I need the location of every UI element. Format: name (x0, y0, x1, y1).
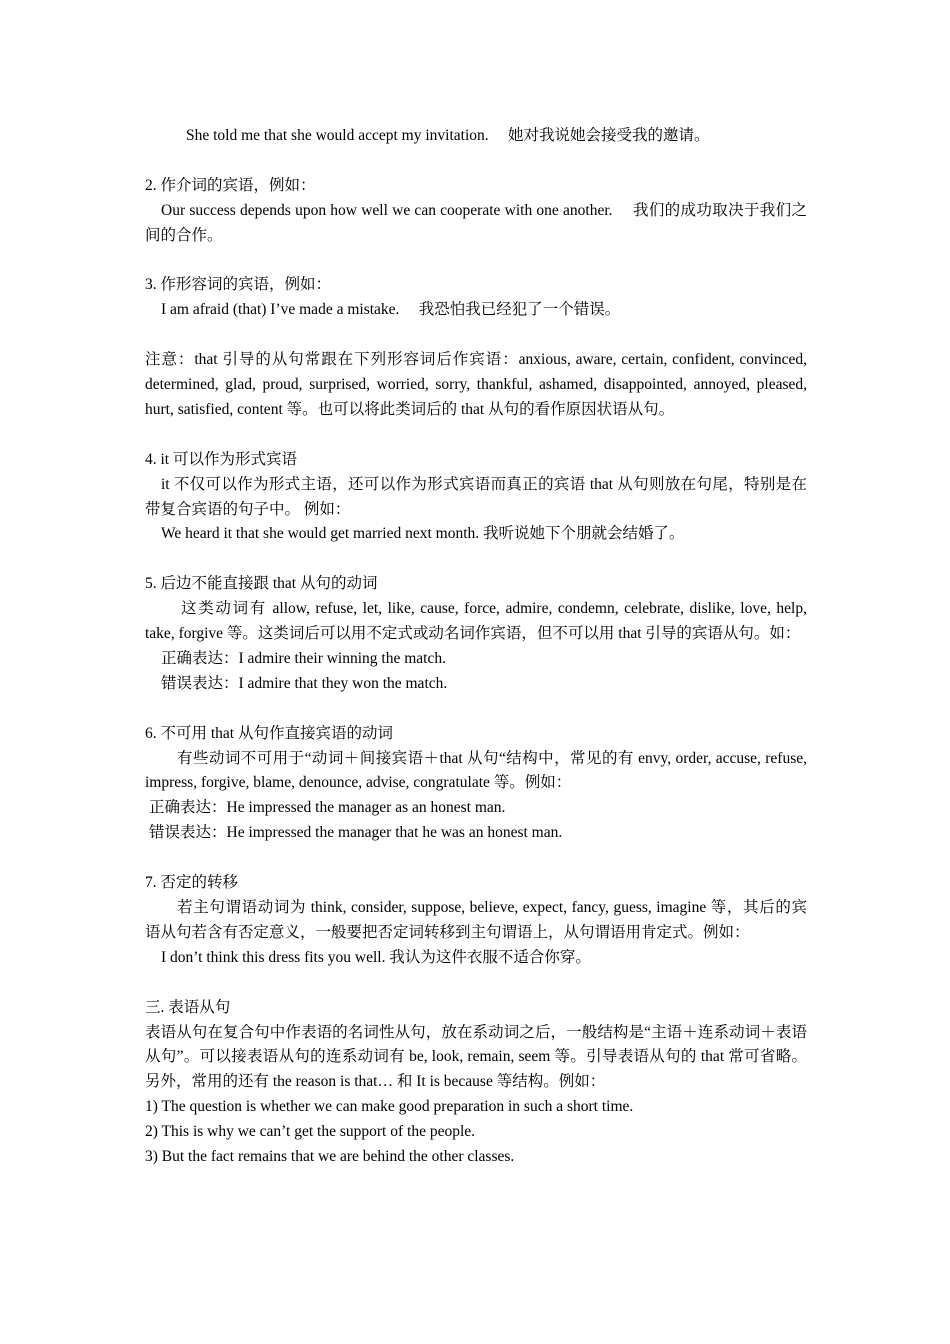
predicative-example-1: 1) The question is whether we can make good preparation in such a short time. (145, 1098, 634, 1116)
section-heading-predicative-clause: 三. 表语从句 (145, 998, 231, 1016)
example-sentence-section-3: I am afraid (that) I’ve made a mistake. 我恐怕我已经犯了一个错误。 (161, 301, 621, 319)
section-heading-7: 7. 否定的转移 (145, 874, 239, 892)
example-sentence-accept-invitation: She told me that she would accept my invitation. 她对我说她会接受我的邀请。 (186, 127, 710, 144)
predicative-example-2: 2) This is why we can’t get the support of the people. (145, 1123, 476, 1141)
spacer (145, 423, 807, 448)
spacer (145, 149, 807, 174)
section-6-wrong-example: 错误表达：He impressed the manager that he was an honest man. (149, 824, 563, 842)
section-heading-3: 3. 作形容词的宾语，例如： (145, 276, 332, 294)
document-body (145, 124, 807, 1170)
predicative-clause-body: 表语从句在复合句中作表语的名词性从句，放在系动词之后，一般结构是“主语＋连系动词＋表语从句”。可以接表语从句的连系动词有 be, look, remain, seem 等。引导表语从句的 that 常可省略。另外，常用的还有 the reason is that… 和 It is because 等结构。例如： (145, 1023, 807, 1091)
spacer (145, 971, 807, 996)
section-heading-4: 4. it 可以作为形式宾语 (145, 450, 297, 468)
section-5-correct-example: 正确表达：I admire their winning the match. (161, 649, 446, 667)
predicative-example-3: 3) But the fact remains that we are behind the other classes. (145, 1148, 515, 1166)
section-6-correct-example: 正确表达：He impressed the manager as an honest man. (149, 799, 506, 817)
spacer (145, 547, 807, 572)
example-sentence-section-7: I don’t think this dress fits you well. 我认为这件衣服不适合你穿。 (161, 948, 591, 966)
note-paragraph: 注意：that 引导的从句常跟在下列形容词后作宾语：anxious, aware, certain, confident, convinced, determined, glad, proud, surprised, worried, sorry, thankful, ashamed, disappointed, annoyed, pleased, hurt, satisfied, content 等。也可以将此类词后的 that 从句的看作原因状语从句。 (145, 351, 807, 418)
section-5-body: 这类动词有 allow, refuse, let, like, cause, force, admire, condemn, celebrate, dislike, love, help, take, forgive 等。这类词后可以用不定式或动名词作宾语，但不可以用 that 引导的宾语从句。如： (145, 600, 807, 643)
section-heading-5: 5. 后边不能直接跟 that 从句的动词 (145, 575, 378, 593)
section-5-wrong-example: 错误表达：I admire that they won the match. (161, 674, 448, 692)
section-heading-6: 6. 不可用 that 从句作直接宾语的动词 (145, 724, 393, 742)
section-6-body: 有些动词不可用于“动词＋间接宾语＋that 从句“结构中，常见的有 envy, order, accuse, refuse, impress, forgive, blame, denounce, advise, congratulate 等。例如： (145, 749, 807, 792)
section-7-body: 若主句谓语动词为 think, consider, suppose, believe, expect, fancy, guess, imagine 等，其后的宾语从句若含有否定意义，一般要把否定词转移到主句谓语上，从句谓语用肯定式。例如： (145, 898, 807, 941)
example-sentence-section-4: We heard it that she would get married next month. 我听说她下个朋就会结婚了。 (161, 525, 685, 543)
section-heading-2: 2. 作介词的宾语，例如： (145, 176, 316, 194)
section-4-body: it 不仅可以作为形式主语，还可以作为形式宾语而真正的宾语 that 从句则放在句尾，特别是在带复合宾语的句子中。 例如： (145, 475, 807, 518)
example-sentence-section-2: Our success depends upon how well we can cooperate with one another. 我们的成功取决于我们之间的合作。 (145, 201, 807, 244)
spacer (145, 249, 807, 274)
spacer (145, 697, 807, 722)
spacer (145, 323, 807, 348)
spacer (145, 846, 807, 871)
